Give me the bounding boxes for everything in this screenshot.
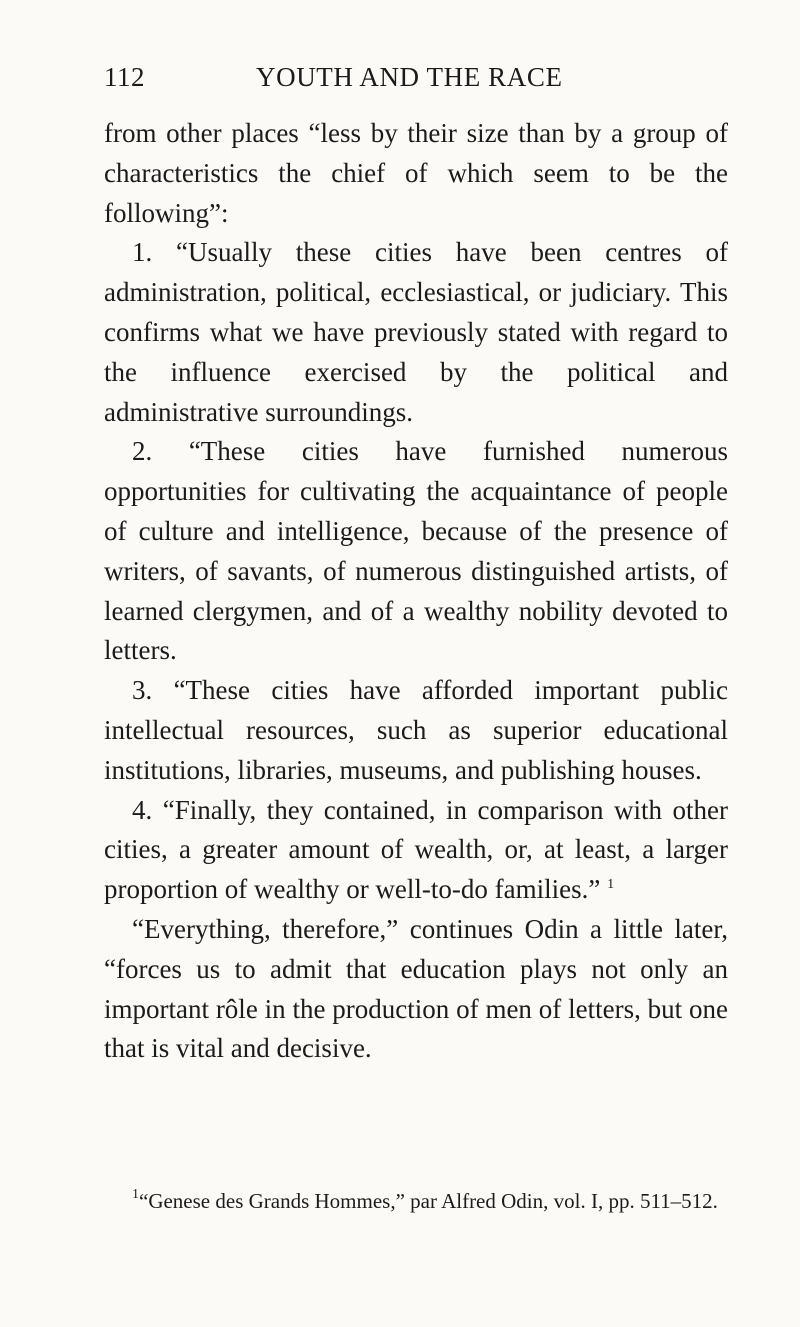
paragraph-point-2: 2. “These cities have furnished numerous opportunities for cultivating the acquaintance of people of culture and intelligence, because of the presence of writers, of savants, of numerous distinguished artists, of learned clergymen, and of a wealthy nobility devoted to letters. <box>104 436 728 666</box>
paragraph-conclusion: “Everything, therefore,” continues Odin a little later, “forces us to admit that education plays not only an important rôle in the production of men of letters, but one that is vital and decisive. <box>104 913 728 1064</box>
footnote-reference: 1 <box>607 877 615 893</box>
paragraph-continuation: from other places “less by their size than by a group of characteristics the chief of which seem to be the following”: <box>104 118 728 228</box>
paragraph-point-4 <box>104 791 728 910</box>
footnote-marker: 1 <box>132 1187 139 1202</box>
footnote <box>104 1187 728 1216</box>
footnote-text: “Genese des Grands Hommes,” par Alfred Odin, vol. I, pp. 511–512. <box>139 1189 718 1213</box>
body-text <box>104 114 728 1069</box>
paragraph-point-1: 1. “Usually these cities have been centres of administration, political, ecclesiastical, or judiciary. This confirms what we have previously stated with regard to the influence exercised by the political and administrative surroundings. <box>104 237 728 427</box>
paragraph-point-4-text: 4. “Finally, they contained, in comparison with other cities, a greater amount of wealth, or, at least, a larger proportion of wealthy or well-to-do families.” <box>104 794 728 905</box>
paragraph-point-3: 3. “These cities have afforded important public intellectual resources, such as superior educational institutions, libraries, museums, and publishing houses. <box>104 675 728 785</box>
running-title: YOUTH AND THE RACE <box>256 62 563 92</box>
page-number: 112 <box>104 62 145 92</box>
page-header <box>104 62 728 102</box>
footnote-entry <box>104 1187 728 1216</box>
